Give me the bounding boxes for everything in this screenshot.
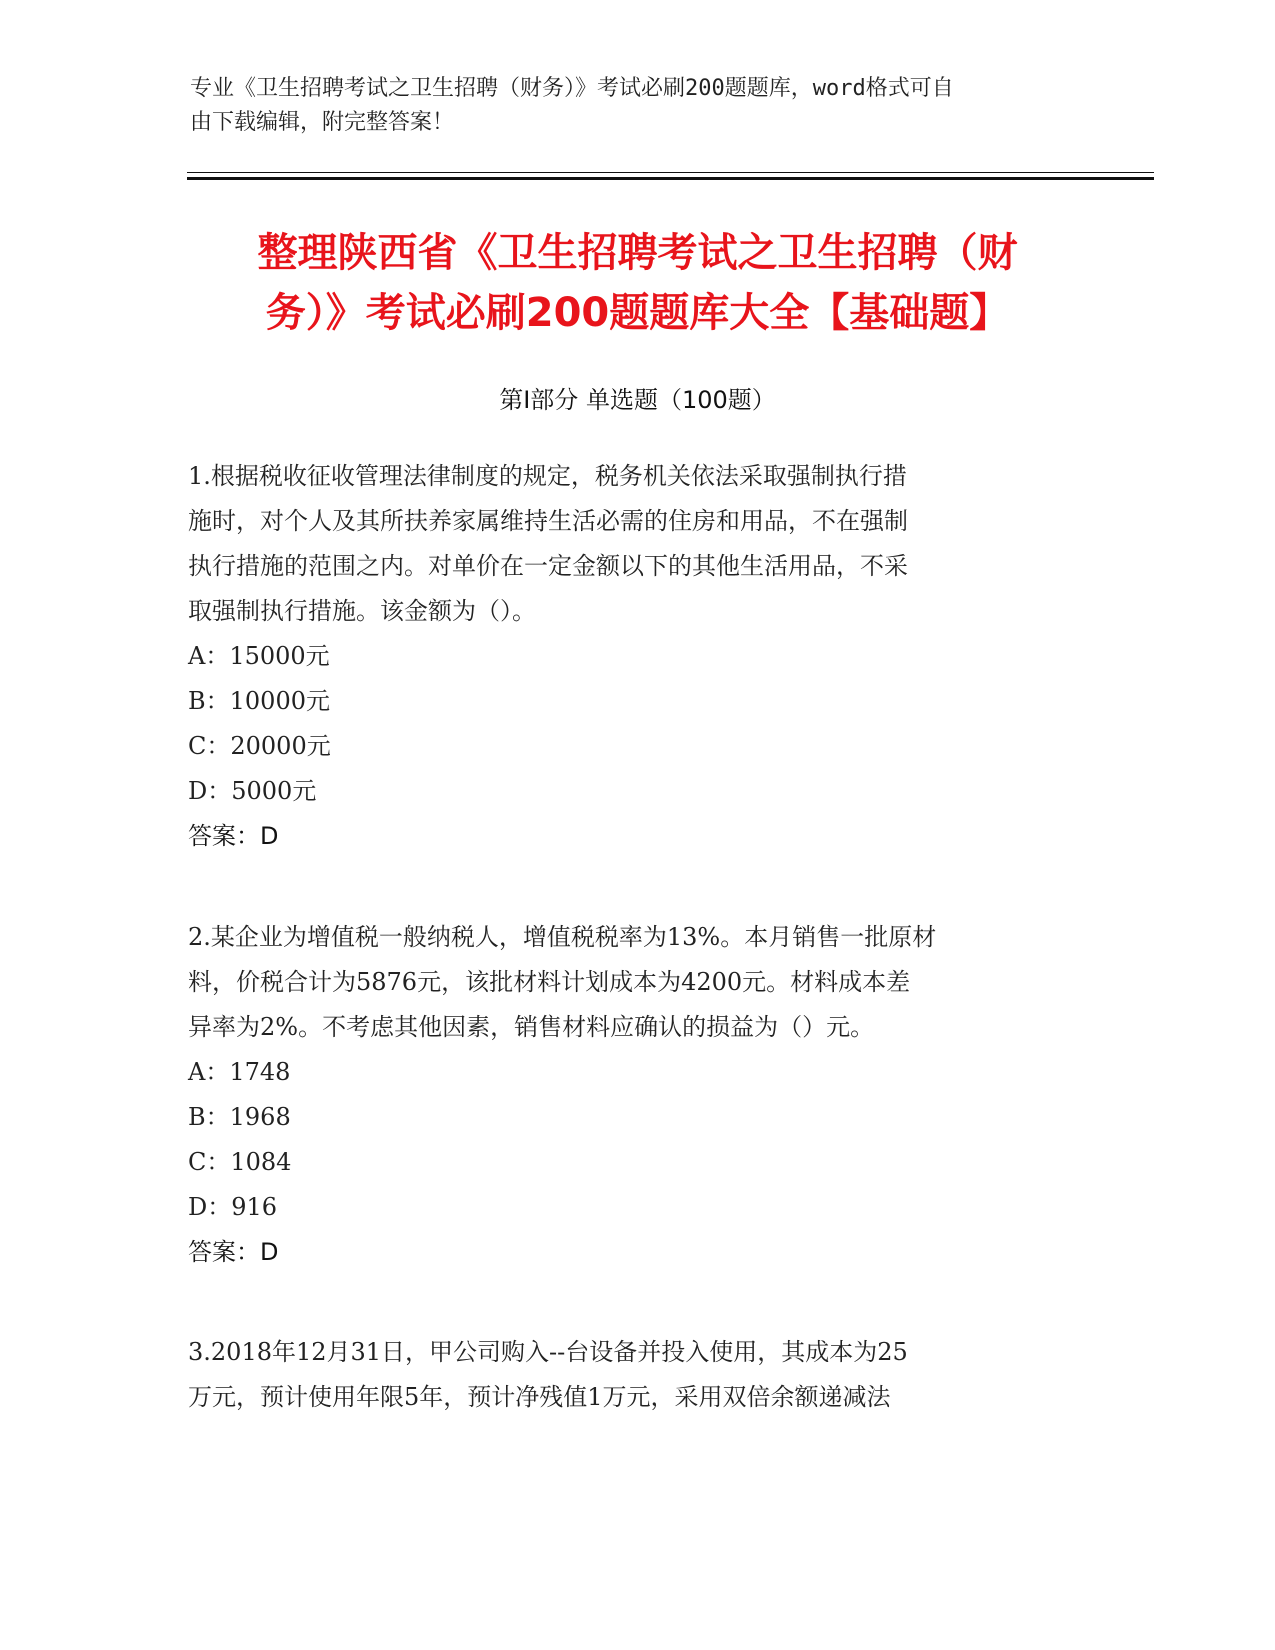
question-stem-line: 3.2018年12月31日，甲公司购入--台设备并投入使用，其成本为25 xyxy=(188,1338,908,1366)
document-title-line-1: 整理陕西省《卫生招聘考试之卫生招聘（财 xyxy=(257,230,1018,276)
header-rule-thin xyxy=(187,172,1154,173)
header-note-line-1: 专业《卫生招聘考试之卫生招聘（财务）》考试必刷200题题库，word格式可自 xyxy=(190,76,954,101)
option-d: D：5000元 xyxy=(188,777,317,805)
question-3 xyxy=(188,1330,1088,1420)
option-a: A：1748 xyxy=(188,1058,291,1086)
option-d: D：916 xyxy=(188,1193,278,1221)
option-a: A：15000元 xyxy=(188,642,330,670)
question-stem-line: 异率为2%。不考虑其他因素，销售材料应确认的损益为（）元。 xyxy=(188,1013,875,1041)
document-title xyxy=(150,223,1125,343)
header-rule-thick xyxy=(187,177,1154,180)
header-note-line-2: 由下载编辑，附完整答案！ xyxy=(190,110,455,135)
answer-label: 答案：D xyxy=(188,1238,279,1266)
section-title: 第Ⅰ部分 单选题（100题） xyxy=(499,386,776,414)
document-title-line-2: 务）》考试必刷200题题库大全【基础题】 xyxy=(265,290,1010,336)
option-b: B：10000元 xyxy=(188,687,330,715)
question-stem-line: 执行措施的范围之内。对单价在一定金额以下的其他生活用品，不采 xyxy=(188,552,908,580)
option-b: B：1968 xyxy=(188,1103,291,1131)
question-stem-line: 取强制执行措施。该金额为（）。 xyxy=(188,597,536,625)
question-1 xyxy=(188,454,1088,859)
question-stem-line: 料，价税合计为5876元，该批材料计划成本为4200元。材料成本差 xyxy=(188,968,911,996)
answer-label: 答案：D xyxy=(188,822,279,850)
question-stem-line: 施时，对个人及其所扶养家属维持生活必需的住房和用品，不在强制 xyxy=(188,507,908,535)
question-stem-line: 万元，预计使用年限5年，预计净残值1万元，采用双倍余额递减法 xyxy=(188,1383,891,1411)
header-note xyxy=(190,72,1070,140)
option-c: C：20000元 xyxy=(188,732,331,760)
question-stem-line: 1.根据税收征收管理法律制度的规定，税务机关依法采取强制执行措 xyxy=(188,462,907,490)
question-stem-line: 2.某企业为增值税一般纳税人，增值税税率为13%。本月销售一批原材 xyxy=(188,923,937,951)
question-2 xyxy=(188,915,1088,1275)
option-c: C：1084 xyxy=(188,1148,292,1176)
